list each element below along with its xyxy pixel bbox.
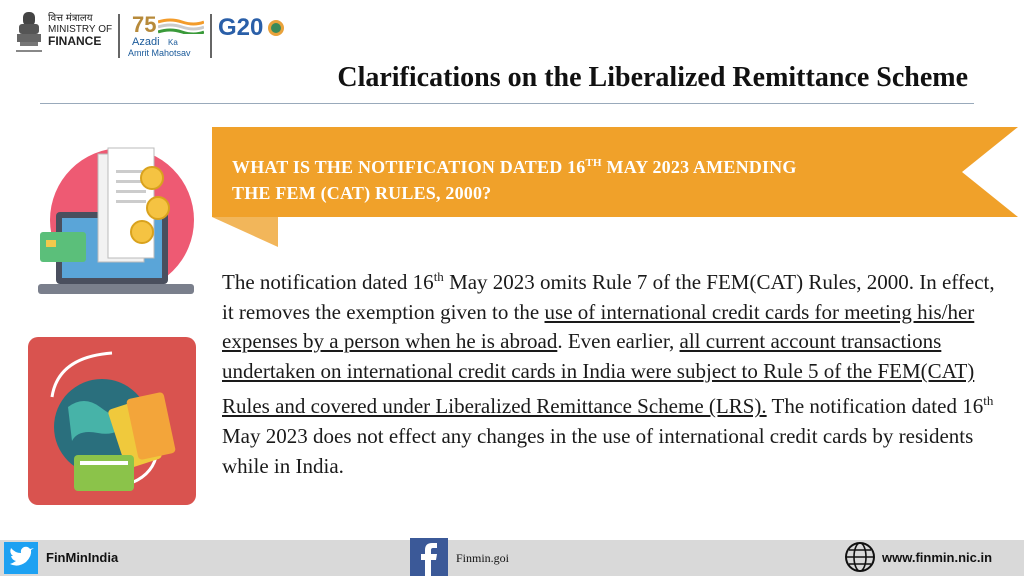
banner-line1-pre: WHAT IS THE NOTIFICATION DATED 16 (232, 157, 586, 177)
website-link[interactable]: www.finmin.nic.in (882, 550, 993, 565)
header (0, 0, 1024, 93)
twitter-handle[interactable]: FinMinIndia (46, 550, 119, 565)
banner-line2: THE FEM (CAT) RULES, 2000? (232, 183, 492, 203)
body-text-1: The notification dated 16 (222, 270, 434, 294)
g20-logo (218, 14, 288, 58)
banner-line1-post: MAY 2023 AMENDING (601, 157, 797, 177)
ministry-hindi-text: वित्त मंत्रालय (48, 13, 93, 24)
logo-divider (210, 14, 212, 58)
g20-text: G20 (218, 14, 264, 41)
body-underlined-2: all current account transactions undertaken on international credit cards in India were subject to Rule 5 of the FEM(CAT) Rules and covered under Liberalized Remittance Scheme (LRS). (222, 329, 975, 419)
aka-line2: Ka (168, 38, 178, 47)
logo-divider (118, 14, 120, 58)
ministry-line2: FINANCE (48, 34, 102, 48)
ministry-line1: MINISTRY OF (48, 23, 113, 35)
azadi-ka-amrit-mahotsav-logo (128, 12, 208, 60)
body-text-2: May 2023 omits Rule 7 of the FEM(CAT) Rules, 2000. In effect, it removes the exemption given to the (222, 270, 995, 324)
twitter-icon[interactable] (4, 542, 38, 574)
banner-line1-sup: TH (585, 157, 602, 169)
body-text-5: May 2023 does not effect any changes in the use of international credit cards by residents while in India. (222, 423, 974, 478)
title-underline (40, 103, 974, 104)
lotus-globe-icon (266, 18, 286, 38)
facebook-handle[interactable]: Finmin.goi (456, 551, 510, 565)
page-title: Clarifications on the Liberalized Remittance Scheme (337, 62, 968, 93)
body-text-3: . Even earlier, (557, 329, 680, 354)
body-underlined-1: use of international credit cards for meeting his/her expenses by a person when he is abroad (222, 299, 975, 354)
aka-line1: Azadi (132, 36, 160, 48)
ministry-of-finance-logo (48, 14, 112, 48)
globe-cards-illustration (28, 337, 196, 505)
answer-paragraph (222, 262, 997, 481)
facebook-icon[interactable] (410, 538, 448, 576)
body-text-4: The notification dated 16 (766, 394, 984, 419)
globe-icon[interactable] (844, 541, 876, 573)
laptop-payment-illustration (38, 140, 194, 300)
aka-line3: Amrit Mahotsav (128, 48, 191, 58)
body-sup-1: th (433, 269, 444, 284)
aka-number: 75 (132, 12, 157, 37)
body-sup-2: th (983, 393, 994, 409)
banner-question-text (232, 150, 932, 206)
national-emblem-icon (14, 10, 44, 58)
flag-wave-icon (158, 18, 204, 34)
